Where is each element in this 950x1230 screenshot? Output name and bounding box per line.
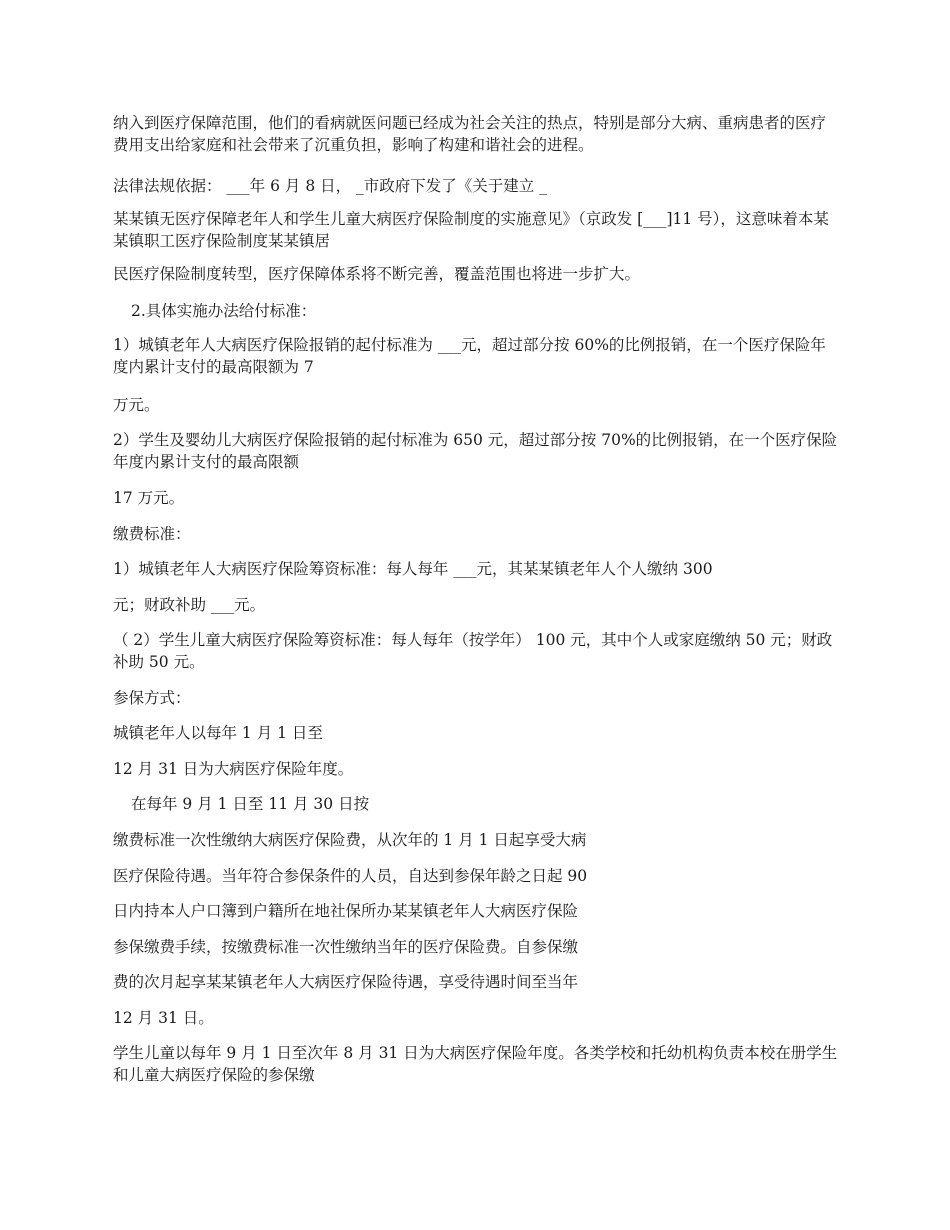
paragraph-22: 费的次月起享某某镇老年人大病医疗保险待遇，享受待遇时间至当年 <box>113 973 579 991</box>
paragraph-8: 2）学生及婴幼儿大病医疗保险报销的起付标准为 650 元，超过部分按 70%的比例报销，在一个医疗保险年度内累计支付的最高限额 <box>113 431 838 471</box>
paragraph-4: 民医疗保险制度转型，医疗保障体系将不断完善，覆盖范围也将进一步扩大。 <box>113 265 641 283</box>
paragraph-6: 1）城镇老年人大病医疗保险报销的起付标准为 ___元，超过部分按 60%的比例报销，在一个医疗保险年度内累计支付的最高限额为 7 <box>113 336 826 376</box>
paragraph-13: （ 2）学生儿童大病医疗保险筹资标准：每人每年（按学年） 100 元，其中个人或家庭缴纳 50 元；财政补助 50 元。 <box>113 631 833 671</box>
paragraph-17: 在每年 9 月 1 日至 11 月 30 日按 <box>131 795 370 813</box>
paragraph-20: 日内持本人户口簿到户籍所在地社保所办某某镇老年人大病医疗保险 <box>113 902 579 920</box>
paragraph-19: 医疗保险待遇。当年符合参保条件的人员，自达到参保年龄之日起 90 <box>113 867 588 885</box>
paragraph-9: 17 万元。 <box>113 489 185 507</box>
paragraph-3: 某某镇无医疗保障老年人和学生儿童大病医疗保险制度的实施意见》（京政发 [___]11 号），这意味着本某某镇职工医疗保险制度某某镇居 <box>113 210 829 250</box>
paragraph-10: 缴费标准： <box>113 525 191 543</box>
paragraph-7: 万元。 <box>113 396 160 414</box>
paragraph-15: 城镇老年人以每年 1 月 1 日至 <box>113 724 323 742</box>
paragraph-11: 1）城镇老年人大病医疗保险筹资标准：每人每年 ___元，其某某镇老年人个人缴纳 300 <box>113 560 713 578</box>
paragraph-5: 2.具体实施办法给付标准： <box>131 302 317 320</box>
paragraph-16: 12 月 31 日为大病医疗保险年度。 <box>113 760 354 778</box>
paragraph-1: 纳入到医疗保障范围，他们的看病就医问题已经成为社会关注的热点，特别是部分大病、重病患者的医疗费用支出给家庭和社会带来了沉重负担，影响了构建和谐社会的进程。 <box>113 114 827 154</box>
paragraph-21: 参保缴费手续，按缴费标准一次性缴纳当年的医疗保险费。自参保缴 <box>113 938 579 956</box>
paragraph-2: 法律法规依据： ___年 6 月 8 日， _市政府下发了《关于建立 _ <box>113 177 547 195</box>
paragraph-12: 元；财政补助 ___元。 <box>113 596 266 614</box>
paragraph-18: 缴费标准一次性缴纳大病医疗保险费，从次年的 1 月 1 日起享受大病 <box>113 831 587 849</box>
paragraph-14: 参保方式： <box>113 689 191 707</box>
paragraph-23: 12 月 31 日。 <box>113 1009 214 1027</box>
paragraph-24: 学生儿童以每年 9 月 1 日至次年 8 月 31 日为大病医疗保险年度。各类学校和托幼机构负责本校在册学生和儿童大病医疗保险的参保缴 <box>113 1044 838 1084</box>
